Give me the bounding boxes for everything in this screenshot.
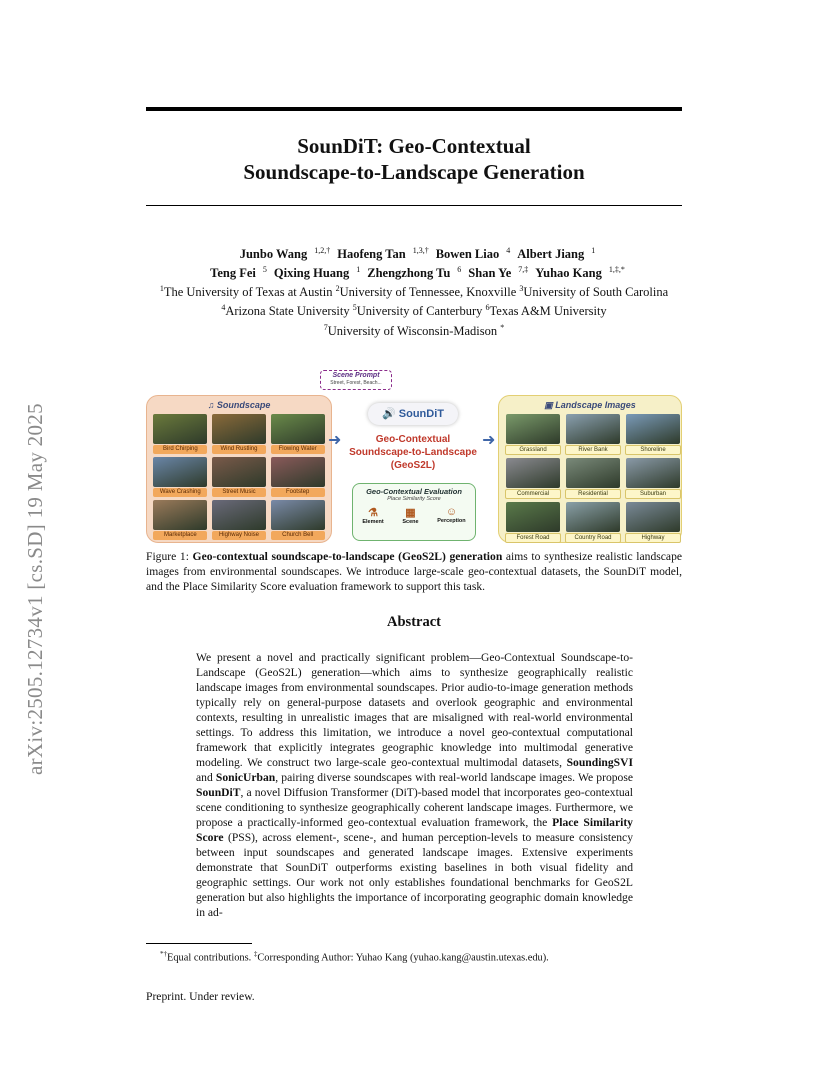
element-item: ⚗ Element: [362, 507, 384, 525]
author-entry: Shan Ye $^{7,\ddagger}$: [468, 265, 529, 281]
landscape-photo: [506, 458, 560, 488]
landscape-tile: [505, 502, 561, 543]
arrow-left-icon: ➜: [328, 430, 342, 449]
landscape-label: Highway: [625, 533, 681, 543]
arrow-right-icon: ➜: [482, 430, 496, 449]
sound-tile: [153, 500, 208, 540]
soundscape-label: ♫ Soundscape: [207, 400, 271, 410]
author-entry: Junbo Wang $^{1,2,\dagger}$: [239, 246, 331, 262]
author-name: Bowen Liao: [435, 247, 500, 262]
sound-photo: [153, 500, 207, 530]
landscape-label: Residential: [565, 489, 621, 499]
landscape-grid: [505, 414, 675, 543]
sound-tile: [212, 457, 267, 497]
title-line-1: SounDiT: Geo-Contextual: [297, 134, 531, 158]
sound-label: Church Bell: [271, 531, 325, 540]
landscape-photo: [566, 502, 620, 532]
author-name: Qixing Huang: [273, 266, 350, 281]
landscape-label: Forest Road: [505, 533, 561, 543]
sound-photo: [271, 414, 325, 444]
author-line-1: [120, 243, 708, 262]
author-entry: Qixing Huang $^1$: [273, 265, 361, 281]
landscape-panel: [498, 395, 682, 543]
geos2l-title: Geo-Contextual Soundscape-to-Landscape (GeoS2L): [349, 434, 477, 471]
sound-photo: [153, 414, 207, 444]
preprint-notice: Preprint. Under review.: [146, 990, 255, 1003]
footnote-rule: [146, 943, 252, 944]
scene-prompt-box: [320, 370, 392, 390]
sound-icon: 🔊: [382, 408, 399, 420]
soundit-logo: 🔊 SounDiT: [368, 403, 458, 425]
sound-label: Footstep: [271, 488, 325, 497]
landscape-photo: [566, 458, 620, 488]
scene-prompt-label: Scene Prompt: [332, 372, 380, 379]
evaluation-box: [352, 483, 476, 541]
affiliation-line-2: $^4$Arizona State University $^5$University of Canterbury $^6$Texas A&M University: [221, 303, 607, 319]
perception-icon: ☺: [445, 506, 458, 518]
landscape-label: ▣ Landscape Images: [544, 400, 636, 410]
landscape-photo: [566, 414, 620, 444]
landscape-tile: [505, 458, 561, 499]
landscape-tile: [625, 458, 681, 499]
landscape-photo: [626, 414, 680, 444]
author-entry: Teng Fei $^5$: [210, 265, 267, 281]
landscape-label: Suburban: [625, 489, 681, 499]
author-name: Junbo Wang: [239, 247, 308, 262]
author-name: Haofeng Tan: [337, 247, 406, 262]
sound-photo: [212, 457, 266, 487]
title-top-rule: [146, 107, 682, 111]
sound-tile: [270, 414, 325, 454]
abstract-heading: Abstract: [387, 614, 441, 630]
landscape-label: Commercial: [505, 489, 561, 499]
eval-items: [353, 506, 475, 525]
landscape-photo: [506, 502, 560, 532]
landscape-photo: [626, 502, 680, 532]
sound-label: Street Music: [212, 488, 266, 497]
scene-prompt-examples: Street, Forest, Beach...: [330, 380, 382, 386]
sound-label: Bird Chirping: [153, 445, 207, 454]
landscape-label: Grassland: [505, 445, 561, 455]
sound-tile: [153, 414, 208, 454]
author-line-2: [120, 262, 708, 281]
landscape-photo: [506, 414, 560, 444]
sound-photo: [271, 457, 325, 487]
sound-photo: [271, 500, 325, 530]
title-bottom-rule: [146, 205, 682, 206]
author-entry: Haofeng Tan $^{1,3,\dagger}$: [337, 246, 429, 262]
landscape-tile: [625, 502, 681, 543]
scene-icon: ▦: [405, 507, 416, 519]
landscape-photo: [626, 458, 680, 488]
soundscape-grid: [153, 414, 325, 540]
center-block: [338, 395, 488, 541]
sound-tile: [270, 457, 325, 497]
sound-photo: [212, 414, 266, 444]
scene-item: ▦ Scene: [402, 507, 419, 525]
affiliation-line-3: $^7$University of Wisconsin-Madison *: [323, 322, 505, 338]
sound-label: Wind Rustling: [212, 445, 266, 454]
abstract-body: We present a novel and practically significant problem—Geo-Contextual Soundscape-to-Landscape (GeoS2L) generation—which aims to synthesize geographically realistic landscape images from environmental soundscapes. Prior audio-to-image generation methods typically rely on general-purpose datasets and overlook geographic and environmental contexts, resulting in unrealistic images that are misaligned with real-world environmental settings. To address this limitation, we introduce a novel geo-contextual computational framework that explicitly integrates geographic knowledge into multimodal generative modeling. We construct two large-scale geo-contextual multimodal datasets, SoundingSVI and SonicUrban, pairing diverse soundscapes with real-world landscape images. We propose SounDiT, a novel Diffusion Transformer (DiT)-based model that incorporates geo-contextual scene conditioning to synthesize geographically coherent landscape images. Furthermore, we propose a practically-informed geo-contextual evaluation framework, the Place Similarity Score (PSS), across element-, scene-, and human perception-levels to measure consistency between input soundscapes and generated landscape images. Extensive experiments demonstrate that SounDiT outperforms existing baselines in both visual fidelity and geographic settings. Our work not only establishes foundational benchmarks for GeoS2L generation but also highlights the importance of incorporating geographic domain knowledge in ad-: [196, 651, 633, 919]
figure-caption: Figure 1: Geo-contextual soundscape-to-landscape (GeoS2L) generation aims to synthesize realistic landscape images from environmental soundscapes. We introduce large-scale geo-contextual datasets, the SounDiT model, and the Place Similarity Score evaluation framework to support this task.: [146, 550, 683, 593]
sound-label: Flowing Water: [271, 445, 325, 454]
title-line-2: Soundscape-to-Landscape Generation: [243, 160, 585, 184]
eval-title: Geo-Contextual Evaluation: [366, 487, 462, 496]
landscape-tile: [625, 414, 681, 455]
sound-label: Highway Noise: [212, 531, 266, 540]
sound-tile: [270, 500, 325, 540]
landscape-tile: [565, 502, 621, 543]
footnote: *†Equal contributions. ‡Corresponding Author: Yuhao Kang (yuhao.kang@austin.utexas.edu).: [160, 950, 549, 964]
author-entry: Zhengzhong Tu $^6$: [367, 265, 462, 281]
paper-title: [146, 133, 682, 185]
arxiv-identifier: arXiv:2505.12734v1 [cs.SD] 19 May 2025: [23, 403, 47, 775]
landscape-label: Country Road: [565, 533, 621, 543]
element-icon: ⚗: [368, 507, 378, 519]
author-entry: Bowen Liao $^4$: [435, 246, 511, 262]
landscape-tile: [565, 458, 621, 499]
landscape-label: River Bank: [565, 445, 621, 455]
author-name: Teng Fei: [210, 266, 256, 281]
sound-tile: [153, 457, 208, 497]
author-name: Shan Ye: [468, 266, 512, 281]
eval-subtitle: Place Similarity Score: [387, 496, 441, 502]
sound-label: Marketplace: [153, 531, 207, 540]
image-icon: ▣: [544, 400, 556, 410]
author-name: Albert Jiang: [517, 247, 585, 262]
landscape-label: Shoreline: [625, 445, 681, 455]
author-block: [120, 243, 708, 339]
author-entry: Albert Jiang $^1$: [517, 246, 596, 262]
landscape-tile: [505, 414, 561, 455]
sound-tile: [212, 500, 267, 540]
soundscape-panel: [146, 395, 332, 543]
waveform-icon: ♫: [207, 400, 217, 410]
affiliation-line-1: $^1$The University of Texas at Austin $^2$University of Tennessee, Knoxville $^3$University of South Carolina: [159, 284, 669, 300]
author-entry: Yuhao Kang $^{1,\ddagger,*}$: [535, 265, 625, 281]
sound-photo: [212, 500, 266, 530]
author-name: Zhengzhong Tu: [367, 266, 451, 281]
sound-photo: [153, 457, 207, 487]
author-name: Yuhao Kang: [535, 266, 602, 281]
perception-item: ☺ Perception: [437, 506, 466, 524]
figure-1: [146, 370, 682, 542]
sound-tile: [212, 414, 267, 454]
sound-label: Wave Crashing: [153, 488, 207, 497]
landscape-tile: [565, 414, 621, 455]
